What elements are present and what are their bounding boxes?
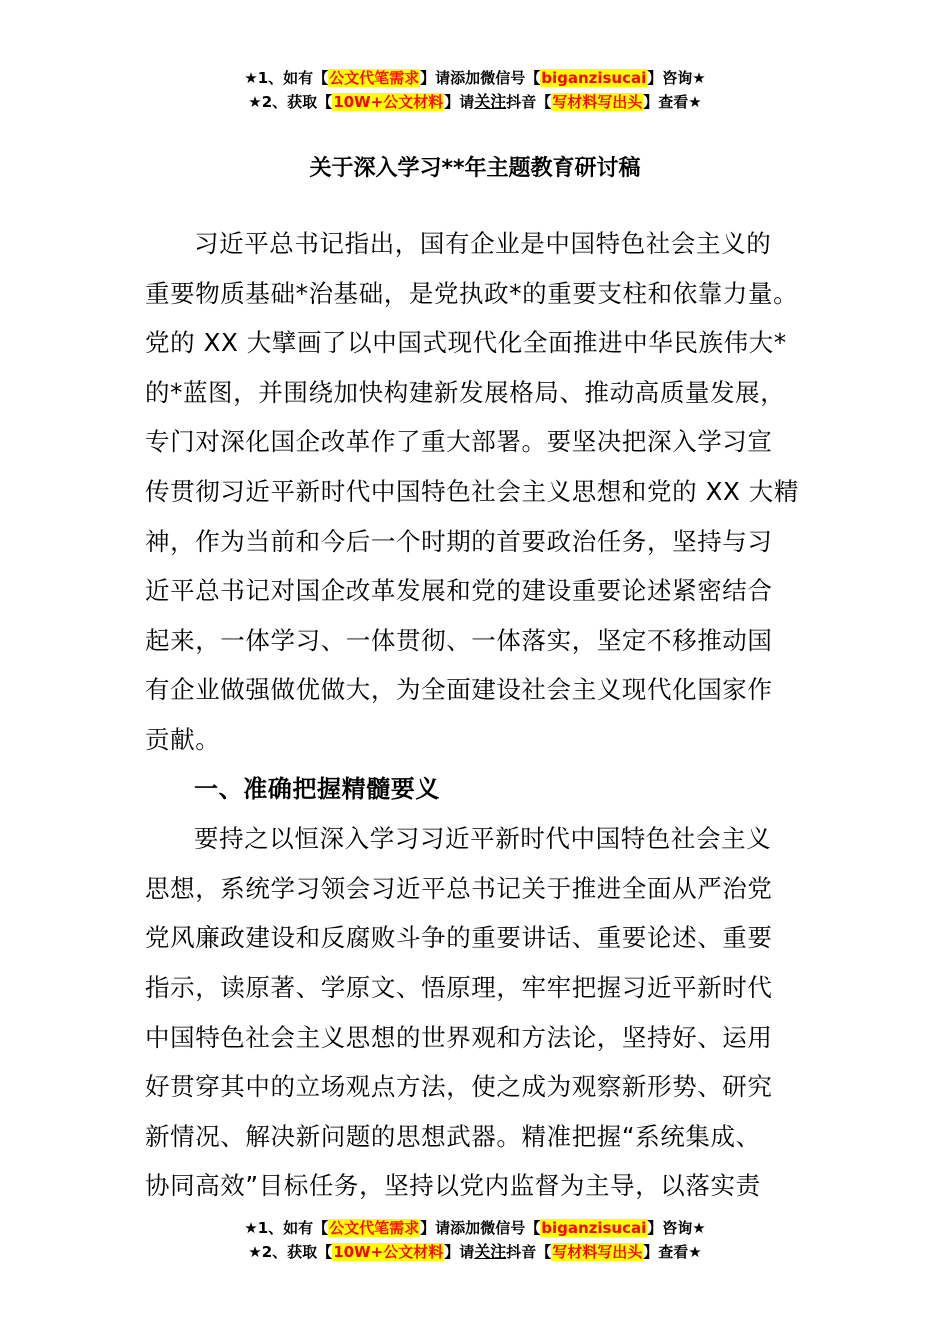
banner-text: ★2、获取【: [248, 93, 333, 111]
banner-line-1: [0, 1216, 950, 1240]
text-line: 近平总书记对国企改革发展和党的建设重要论述紧密结合: [145, 576, 773, 606]
footer-banner: [0, 1216, 950, 1264]
highlight-materials: 10W+公文材料: [333, 1243, 444, 1261]
banner-text: 】请添加: [420, 69, 481, 87]
text-line: 思想，系统学习领会习近平总书记关于推进全面从严治党: [145, 873, 773, 903]
text-line: 有企业做强做优做大，为全面建设社会主义现代化国家作: [145, 675, 773, 705]
banner-text: ★2、获取【: [248, 1243, 333, 1261]
text-line: 好贯穿其中的立场观点方法，使之成为观察新形势、研究: [145, 1072, 773, 1102]
text-line: 新情况、解决新问题的思想武器。精准把握“系统集成、: [145, 1121, 761, 1151]
text-line: 传贯彻习近平新时代中国特色社会主义思想和党的 XX 大精: [145, 476, 799, 506]
text-line: 党的 XX 大擘画了以中国式现代化全面推进中华民族伟大*: [145, 328, 787, 358]
banner-text: 】咨询★: [647, 69, 706, 87]
paragraph-intro: [145, 219, 807, 765]
banner-line-2: [0, 90, 950, 114]
highlight-ghostwriting: 公文代笔需求: [329, 69, 420, 87]
banner-text: 】查看★: [643, 93, 702, 111]
banner-text: 】咨询★: [647, 1219, 706, 1237]
text-line: 贡献。: [145, 724, 221, 754]
banner-text: 微信号【: [480, 1219, 541, 1237]
banner-text: 抖音【: [506, 1243, 552, 1261]
text-line: 党风廉政建设和反腐败斗争的重要讲话、重要论述、重要: [145, 923, 773, 953]
highlight-wechat-id: biganzisucai: [541, 69, 647, 87]
header-banner: [0, 66, 950, 114]
highlight-ghostwriting: 公文代笔需求: [329, 1219, 420, 1237]
banner-text: 】请: [444, 93, 475, 111]
banner-underlined: 关注: [474, 92, 507, 111]
banner-text: 微信号【: [480, 69, 541, 87]
banner-text: ★1、如有【: [244, 1219, 329, 1237]
text-line: 重要物质基础*治基础，是党执政*的重要支柱和依靠力量。: [145, 278, 799, 308]
highlight-douyin-account: 写材料写出头: [552, 1243, 643, 1261]
banner-line-1: [0, 66, 950, 90]
text-line: 专门对深化国企改革作了重大部署。要坚决把深入学习宣: [145, 427, 773, 457]
banner-text: 】请: [444, 1243, 475, 1261]
text-line: 协同高效”目标任务，坚持以党内监督为主导，以落实责: [145, 1171, 761, 1201]
document-body: [145, 219, 807, 1211]
banner-text: 抖音【: [506, 93, 552, 111]
highlight-wechat-id: biganzisucai: [541, 1219, 647, 1237]
banner-underlined: 关注: [474, 1242, 507, 1261]
text-line: 指示，读原著、学原文、悟原理，牢牢把握习近平新时代: [145, 972, 773, 1002]
text-line: 中国特色社会主义思想的世界观和方法论，坚持好、运用: [145, 1022, 773, 1052]
highlight-douyin-account: 写材料写出头: [552, 93, 643, 111]
banner-text: ★1、如有【: [244, 69, 329, 87]
text-line: 起来，一体学习、一体贯彻、一体落实，坚定不移推动国: [145, 625, 773, 655]
text-line: 的*蓝图，并围绕加快构建新发展格局、推动高质量发展，: [145, 377, 786, 407]
document-title: 关于深入学习**年主题教育研讨稿: [309, 156, 641, 181]
banner-line-2: [0, 1240, 950, 1264]
banner-text: 】请添加: [420, 1219, 481, 1237]
text-line: 要持之以恒深入学习习近平新时代中国特色社会主义: [194, 824, 772, 854]
text-line: 习近平总书记指出，国有企业是中国特色社会主义的: [194, 229, 772, 258]
paragraph-section-1: [145, 814, 807, 1211]
section-heading-1: 一、准确把握精髓要义: [194, 774, 440, 803]
banner-text: 】查看★: [643, 1243, 702, 1261]
text-line: 神，作为当前和今后一个时期的首要政治任务，坚持与习: [145, 526, 773, 556]
highlight-materials: 10W+公文材料: [333, 93, 444, 111]
